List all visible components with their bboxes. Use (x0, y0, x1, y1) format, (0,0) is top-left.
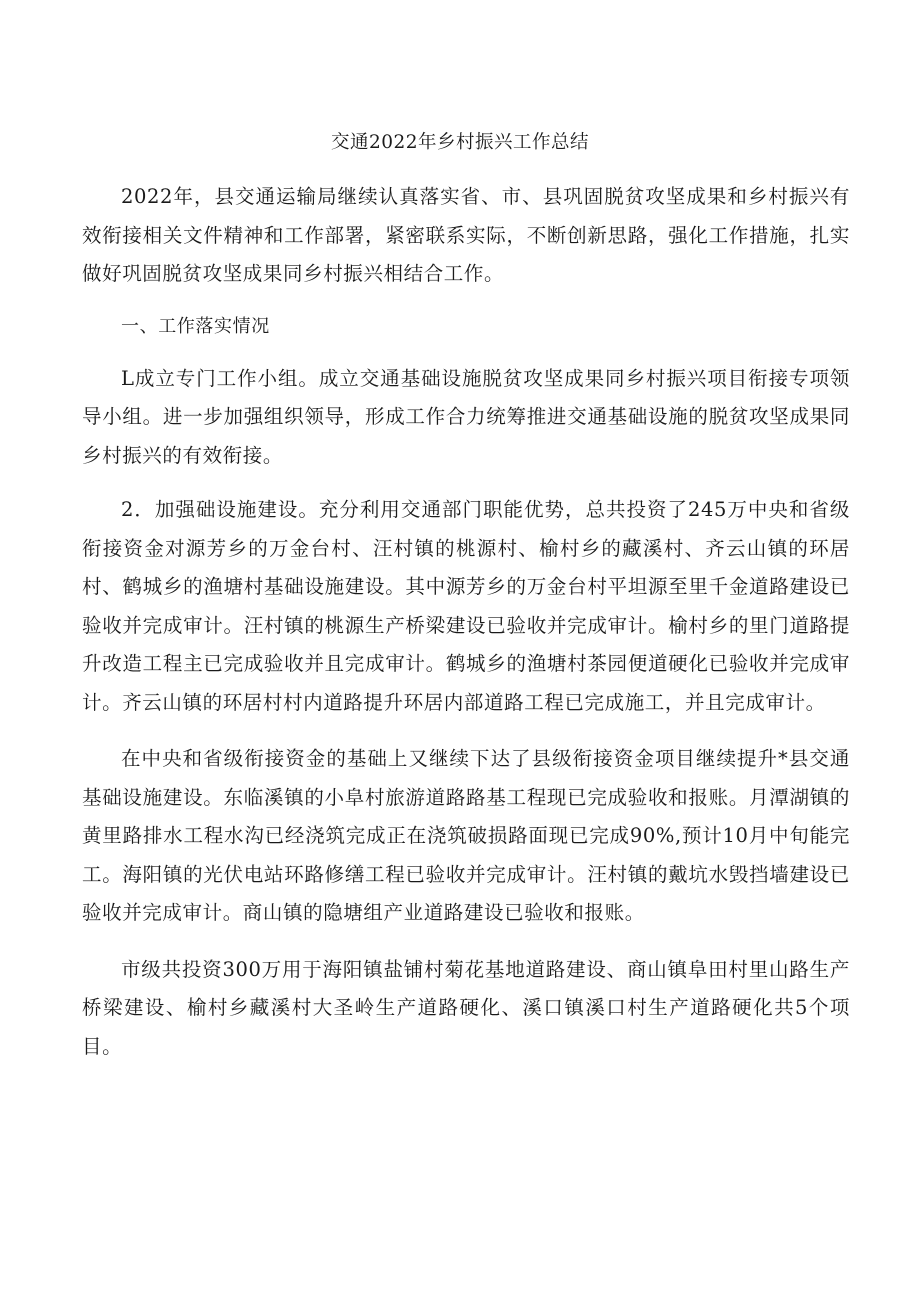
section-heading-implementation: 一、工作落实情况 (121, 315, 270, 337)
paragraph-city-investment: 市级共投资300万用于海阳镇盐铺村菊花基地道路建设、商山镇阜田村里山路生产桥梁建设、榆村乡藏溪村大圣岭生产道路硬化、溪口镇溪口村生产道路硬化共5个项目。 (82, 957, 850, 1058)
paragraph-county-funds: 在中央和省级衔接资金的基础上又继续下达了县级衔接资金项目继续提升*县交通基础设施建设。东临溪镇的小阜村旅游道路路基工程现已完成验收和报账。月潭湖镇的黄里路排水工程水沟已经浇筑完成正在浇筑破损路面现已完成90%,预计10月中旬能完工。海阳镇的光伏电站环路修缮工程已验收并完成审计。汪村镇的戴坑水毁挡墙建设已验收并完成审计。商山镇的隐塘组产业道路建设已验收和报账。 (82, 747, 850, 924)
document-body (82, 178, 850, 1066)
document-title: 交通2022年乡村振兴工作总结 (330, 132, 590, 153)
paragraph-infrastructure: 2．加强础设施建设。充分利用交通部门职能优势，总共投资了245万中央和省级衔接资金对源芳乡的万金台村、汪村镇的桃源村、榆村乡的藏溪村、齐云山镇的环居村、鹤城乡的渔塘村基础设施建设。其中源芳乡的万金台村平坦源至里千金道路建设已验收并完成审计。汪村镇的桃源生产桥梁建设已验收并完成审计。榆村乡的里门道路提升改造工程主已完成验收并且完成审计。鹤城乡的渔塘村茶园便道硬化已验收并完成审计。齐云山镇的环居村村内道路提升环居内部道路工程已完成施工，并且完成审计。 (82, 498, 850, 714)
paragraph-working-group: L成立专门工作小组。成立交通基础设施脱贫攻坚成果同乡村振兴项目衔接专项领导小组。进一步加强组织领导，形成工作合力统筹推进交通基础设施的脱贫攻坚成果同乡村振兴的有效衔接。 (82, 366, 850, 467)
intro-paragraph: 2022年，县交通运输局继续认真落实省、市、县巩固脱贫攻坚成果和乡村振兴有效衔接相关文件精神和工作部署，紧密联系实际，不断创新思路，强化工作措施，扎实做好巩固脱贫攻坚成果同乡村振兴相结合工作。 (82, 185, 850, 285)
